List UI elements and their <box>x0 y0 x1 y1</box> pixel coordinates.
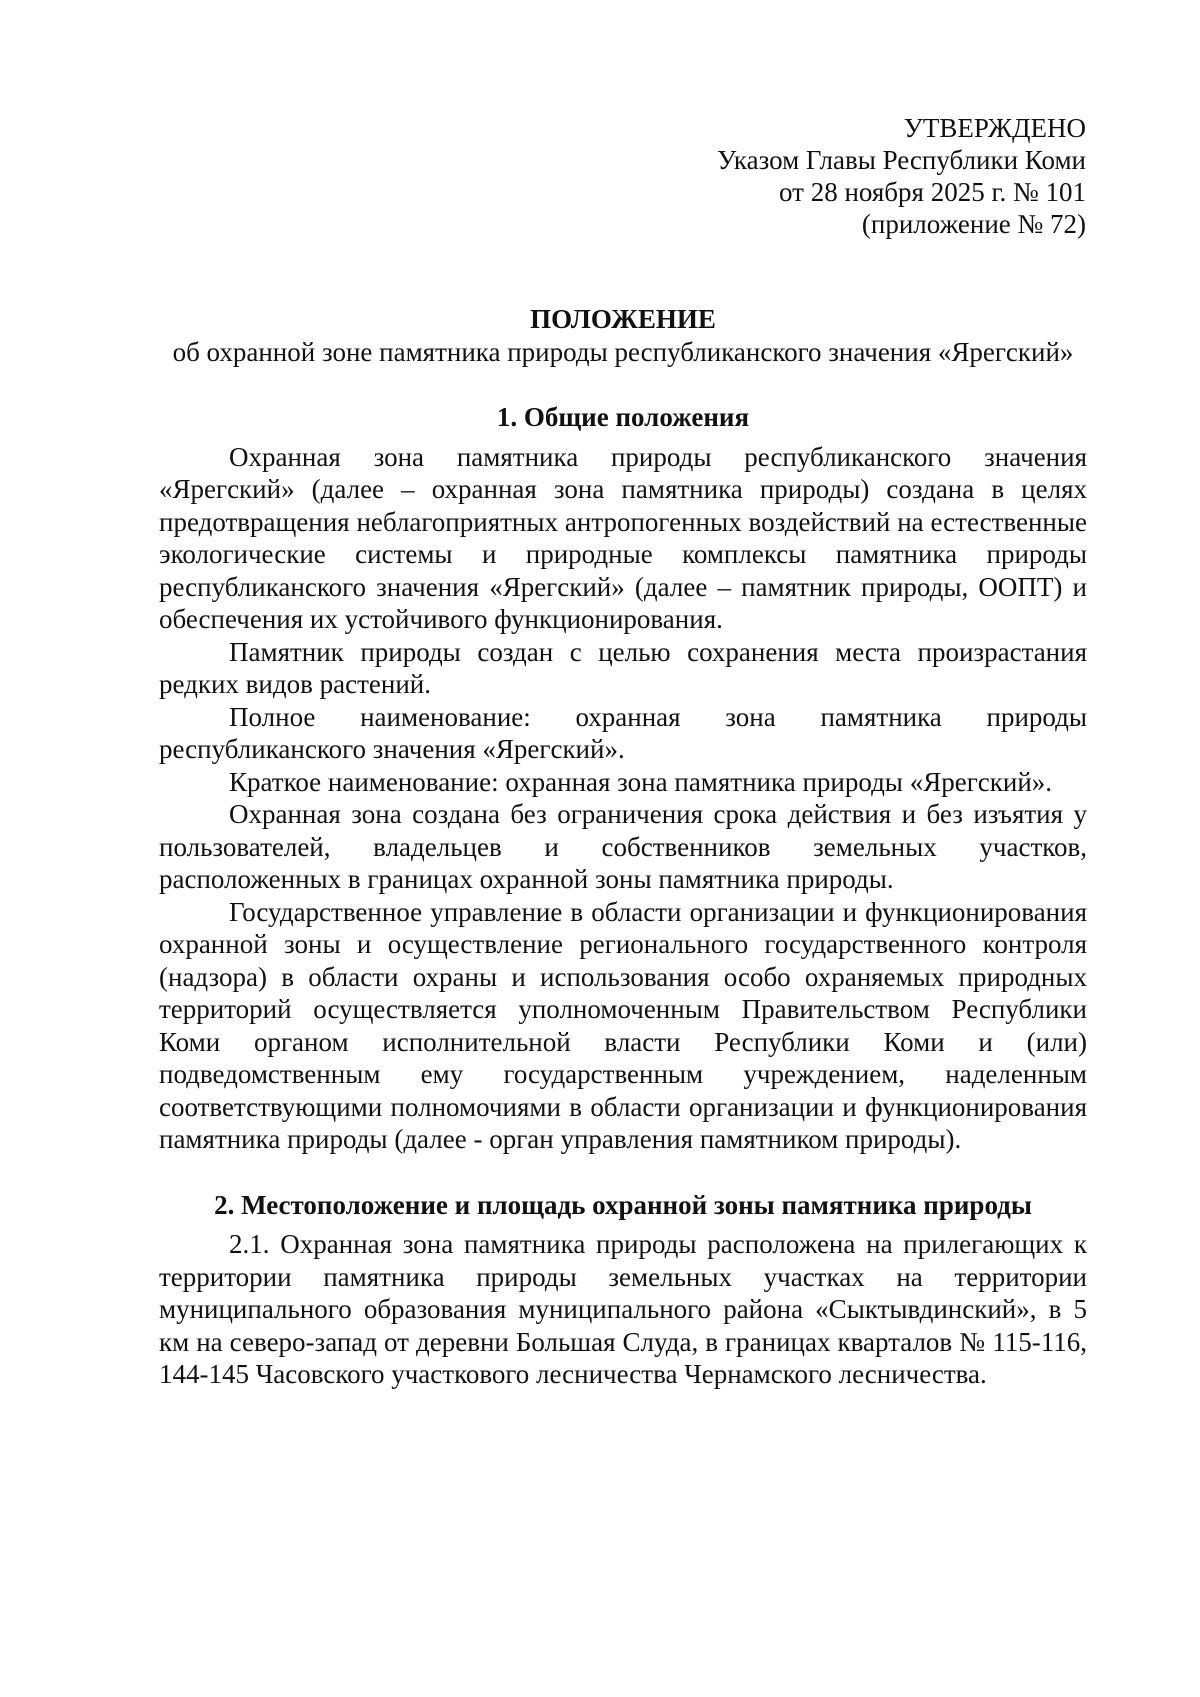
document-title: ПОЛОЖЕНИЕ <box>530 304 716 334</box>
document-subtitle: об охранной зоне памятника природы республиканского значения «Ярегский» <box>172 336 1074 367</box>
document-body <box>159 303 1087 1391</box>
approval-line-date: от 28 ноября 2025 г. № 101 <box>779 177 1086 207</box>
section-1-paragraph: Охранная зона создана без ограничения срока действия и без изъятия у пользователей, владельцев и собственников земельных участков, расположенных в границах охранной зоны памятника природы. <box>159 799 1087 894</box>
approval-block <box>717 112 1086 240</box>
section-2-paragraph: 2.1. Охранная зона памятника природы расположена на прилегающих к территории памятника природы земельных участках на территории муниципального образования муниципального района «Сыктывдинский», в 5 км на северо-запад от деревни Большая Слуда, в границах кварталов № 115-116, 144-145 Часовского участкового лесничества Чернамского лесничества. <box>159 1229 1087 1389</box>
section-1-paragraph: Краткое наименование: охранная зона памятника природы «Ярегский». <box>229 766 1053 797</box>
section-1-paragraph: Государственное управление в области организации и функционирования охранной зоны и осуществление регионального государственного контроля (надзора) в области охраны и использования особо охраняемых природных территорий осуществляется уполномоченным Правительством Республики Коми органом исполнительной власти Республики Коми и (или) подведомственным ему государственным учреждением, наделенным соответствующими полномочиями в области организации и функционирования памятника природы (далее - орган управления памятником природы). <box>159 896 1087 1154</box>
section-1-heading: 1. Общие положения <box>496 402 750 432</box>
section-2-heading: 2. Местоположение и площадь охранной зоны памятника природы <box>214 1189 1032 1220</box>
section-1-paragraph: Памятник природы создан с целью сохранения места произрастания редких видов растений. <box>159 636 1087 699</box>
approval-line-appendix: (приложение № 72) <box>861 209 1086 239</box>
section-1-paragraph: Полное наименование: охранная зона памятника природы республиканского значения «Ярегский». <box>159 701 1087 764</box>
approval-line-approved: УТВЕРЖДЕНО <box>903 113 1086 143</box>
section-1-paragraph: Охранная зона памятника природы республиканского значения «Ярегский» (далее – охранная зона памятника природы) создана в целях предотвращения неблагоприятных антропогенных воздействий на естественные экологические системы и природные комплексы памятника природы республиканского значения «Ярегский» (далее – памятник природы, ООПТ) и обеспечения их устойчивого функционирования. <box>159 441 1087 634</box>
approval-line-decree: Указом Главы Республики Коми <box>717 145 1086 175</box>
